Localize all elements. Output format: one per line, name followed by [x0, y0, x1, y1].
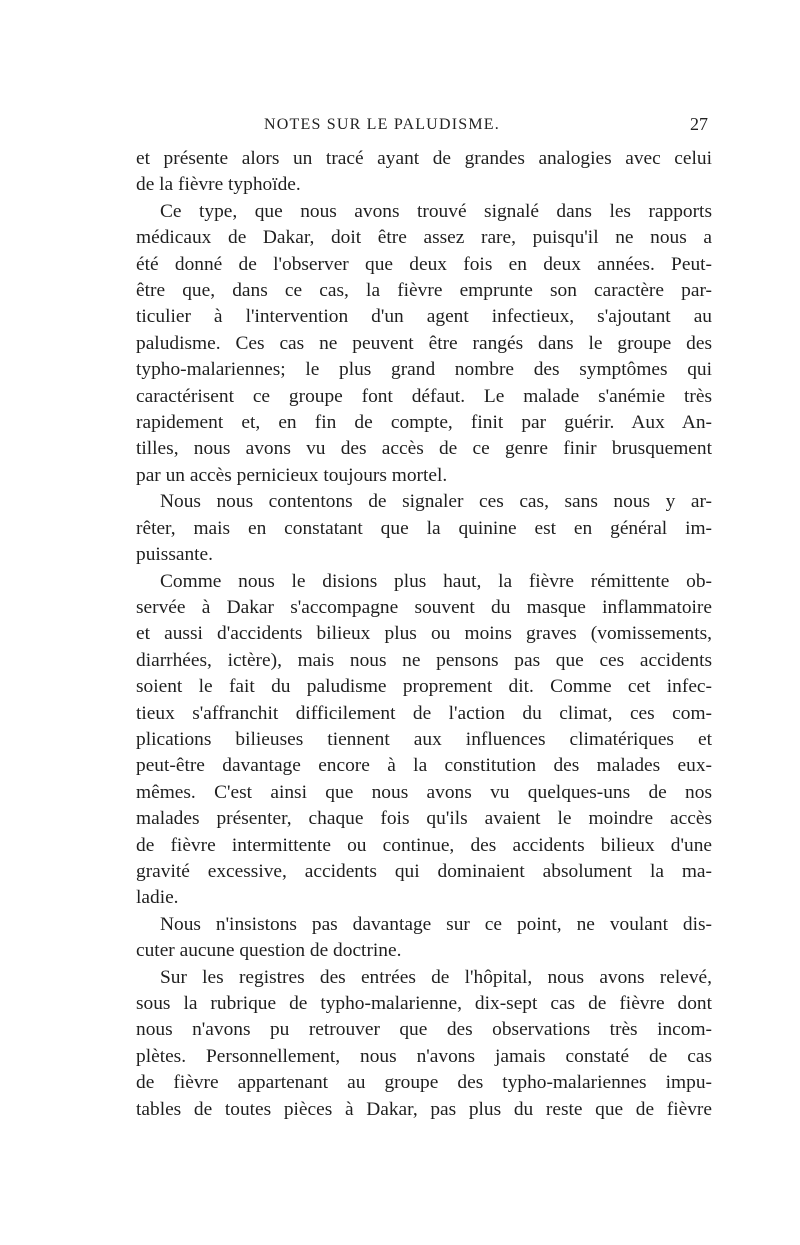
- running-title: NOTES SUR LE PALUDISME.: [264, 116, 500, 133]
- text-line: rêter, mais en constatant que la quinine est en général im-: [136, 517, 712, 539]
- text-line: gravité excessive, accidents qui dominaient absolument la ma-: [136, 860, 712, 882]
- text-line: tieux s'affranchit difficilement de l'action du climat, ces com-: [136, 702, 712, 724]
- text-line: paludisme. Ces cas ne peuvent être rangés dans le groupe des: [136, 332, 712, 354]
- text-line: de fièvre intermittente ou continue, des accidents bilieux d'une: [136, 834, 712, 856]
- text-line: puissante.: [136, 544, 214, 566]
- text-line: servée à Dakar s'accompagne souvent du masque inflammatoire: [136, 596, 712, 618]
- text-line: Ce type, que nous avons trouvé signalé dans les rapports: [160, 200, 712, 222]
- text-line: Sur les registres des entrées de l'hôpital, nous avons relevé,: [160, 966, 712, 988]
- text-line: tables de toutes pièces à Dakar, pas plus du reste que de fièvre: [136, 1098, 712, 1120]
- text-line: par un accès pernicieux toujours mortel.: [136, 464, 448, 486]
- text-line: Comme nous le disions plus haut, la fièvre rémittente ob-: [160, 570, 712, 592]
- text-line: nous n'avons pu retrouver que des observations très incom-: [136, 1019, 712, 1041]
- page-header: [136, 112, 712, 146]
- text-line: Nous nous contentons de signaler ces cas, sans nous y ar-: [160, 491, 712, 513]
- text-line: ladie.: [136, 887, 179, 909]
- text-line: soient le fait du paludisme proprement dit. Comme cet infec-: [136, 676, 712, 698]
- body-text: [136, 146, 712, 1123]
- text-line: peut-être davantage encore à la constitution des malades eux-: [136, 755, 712, 777]
- text-line: caractérisent ce groupe font défaut. Le malade s'anémie très: [136, 385, 712, 407]
- text-line: diarrhées, ictère), mais nous ne pensons pas que ces accidents: [136, 649, 712, 671]
- text-line: été donné de l'observer que deux fois en deux années. Peut-: [136, 253, 712, 275]
- text-line: cuter aucune question de doctrine.: [136, 940, 402, 962]
- text-line: rapidement et, en fin de compte, finit par guérir. Aux An-: [136, 412, 712, 434]
- text-line: et aussi d'accidents bilieux plus ou moins graves (vomissements,: [136, 623, 712, 645]
- text-line: ticulier à l'intervention d'un agent infectieux, s'ajoutant au: [136, 306, 712, 328]
- text-line: mêmes. C'est ainsi que nous avons vu quelques-uns de nos: [136, 781, 712, 803]
- text-line: Nous n'insistons pas davantage sur ce point, ne voulant dis-: [160, 913, 712, 935]
- text-line: et présente alors un tracé ayant de grandes analogies avec celui: [136, 148, 712, 169]
- text-line: sous la rubrique de typho-malarienne, dix-sept cas de fièvre dont: [136, 993, 712, 1014]
- text-line: tilles, nous avons vu des accès de ce genre finir brusquement: [136, 438, 712, 460]
- text-line: plètes. Personnellement, nous n'avons jamais constaté de cas: [136, 1045, 712, 1067]
- page-number: 27: [690, 114, 708, 134]
- text-line: malades présenter, chaque fois qu'ils avaient le moindre accès: [136, 808, 712, 830]
- text-line: de fièvre appartenant au groupe des typho-malariennes impu-: [136, 1072, 712, 1094]
- text-line: être que, dans ce cas, la fièvre emprunte son caractère par-: [136, 280, 712, 302]
- book-page: [136, 112, 712, 1123]
- text-line: typho-malariennes; le plus grand nombre des symptômes qui: [136, 359, 712, 381]
- text-line: plications bilieuses tiennent aux influences climatériques et: [136, 728, 712, 750]
- text-line: de la fièvre typhoïde.: [136, 174, 301, 196]
- text-line: médicaux de Dakar, doit être assez rare, puisqu'il ne nous a: [136, 227, 712, 249]
